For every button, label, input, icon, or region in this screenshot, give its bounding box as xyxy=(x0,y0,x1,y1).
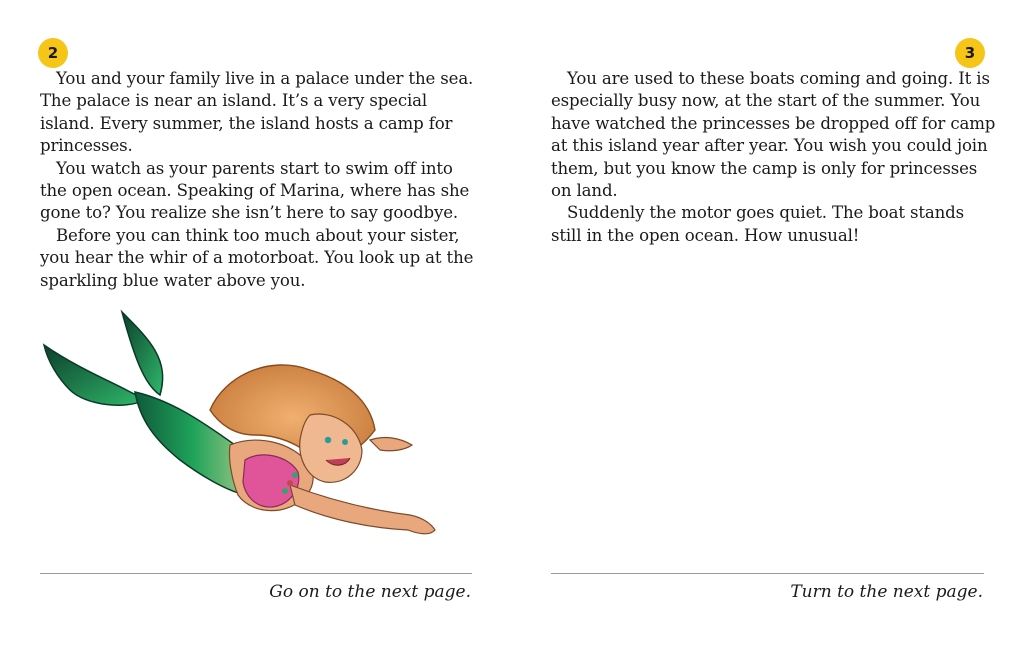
bead xyxy=(282,488,288,494)
story-text xyxy=(551,68,996,247)
paragraph: You are used to these boats coming and going. It is especially busy now, at the start of the summer. You have watched the princesses be dropped off for camp at this island year after year. You wish you could join them, but you know the camp is only for princesses on land. xyxy=(551,69,996,201)
arm xyxy=(290,485,435,534)
next-page-prompt: Turn to the next page. xyxy=(790,582,983,602)
eye xyxy=(325,437,331,443)
eye xyxy=(342,439,348,445)
paragraph: Before you can think too much about your sister, you hear the whir of a motorboat. You look up at the sparkling blue water above you. xyxy=(40,225,474,290)
right-page xyxy=(512,0,1024,648)
bead xyxy=(287,480,293,486)
raised-hand xyxy=(370,438,412,451)
paragraph: You watch as your parents start to swim off into the open ocean. Speaking of Marina, where has she gone to? You realize she isn’t here to say goodbye. xyxy=(40,158,470,223)
footer-rule xyxy=(551,573,984,574)
page-number-badge: 2 xyxy=(38,38,68,68)
paragraph: You and your family live in a palace under the sea. The palace is near an island. It’s a very special island. Every summer, the island hosts a camp for princesses. xyxy=(40,69,474,156)
story-text xyxy=(40,68,480,292)
footer-rule xyxy=(40,573,472,574)
next-page-prompt: Go on to the next page. xyxy=(269,582,471,602)
tail-fin-lower xyxy=(44,345,145,405)
tail-fin-upper xyxy=(122,312,163,395)
page-number-badge: 3 xyxy=(955,38,985,68)
bead xyxy=(292,472,298,478)
paragraph: Suddenly the motor goes quiet. The boat stands still in the open ocean. How unusual! xyxy=(551,203,964,245)
mermaid-illustration xyxy=(40,300,460,560)
